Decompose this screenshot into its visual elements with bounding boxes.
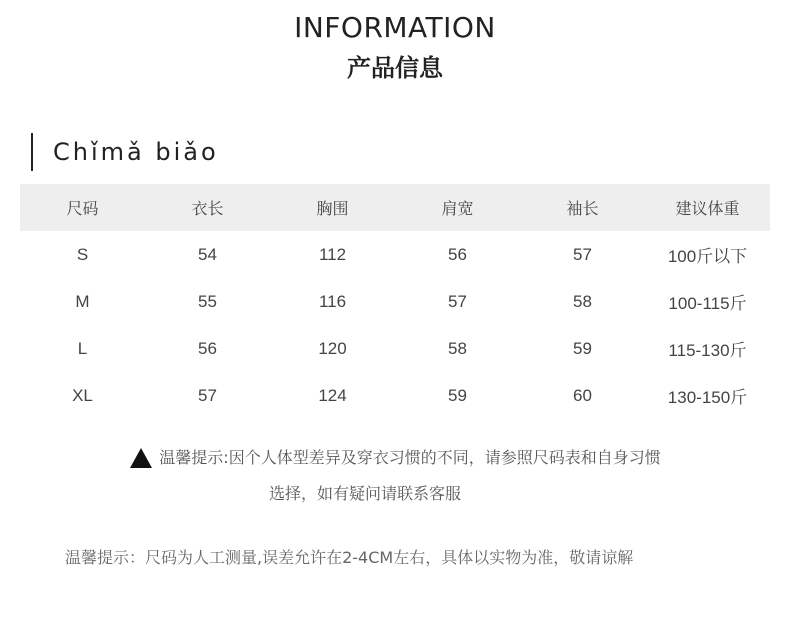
table-cell: L (77, 338, 88, 358)
table-cell: 59 (573, 338, 592, 358)
title-chinese: 产品信息 (347, 54, 443, 82)
table-cell: 112 (318, 244, 347, 264)
notice-text-1: 温馨提示:因个人体型差异及穿衣习惯的不同，请参照尺码表和自身习惯 (159, 448, 661, 467)
measurement-note: 温馨提示：尺码为人工测量,误差允许在2-4CM左右，具体以实物为准，敬请谅解 (65, 548, 634, 567)
table-row (20, 278, 770, 325)
table-cell: 57 (573, 244, 592, 264)
table-row (20, 325, 770, 372)
section-header (31, 133, 219, 171)
table-cell: 59 (448, 385, 467, 405)
size-chart-table (20, 184, 770, 419)
table-cell: 116 (318, 291, 347, 311)
header-length: 衣长 (191, 199, 224, 218)
notice-line-1 (0, 444, 790, 472)
table-row (20, 231, 770, 278)
table-cell: 58 (573, 291, 592, 311)
header-chest: 胸围 (316, 199, 349, 218)
table-cell: 57 (448, 291, 467, 311)
header-sleeve: 袖长 (566, 199, 599, 218)
table-cell: 100斤以下 (667, 247, 748, 266)
notice-text-2: 选择，如有疑问请联系客服 (268, 484, 461, 503)
table-cell: 124 (318, 385, 347, 405)
table-cell: 60 (573, 385, 592, 405)
table-cell: 56 (198, 338, 217, 358)
table-header-row (20, 184, 770, 231)
table-row (20, 372, 770, 419)
table-cell: 55 (198, 291, 217, 311)
table-cell: 100-115斤 (668, 294, 747, 313)
table-cell: 54 (198, 244, 217, 264)
table-cell: 57 (198, 385, 217, 405)
section-accent-bar (31, 133, 33, 171)
title-english: INFORMATION (294, 11, 496, 44)
table-cell: 56 (448, 244, 467, 264)
table-cell: 120 (318, 338, 347, 358)
table-cell: 115-130斤 (668, 341, 747, 360)
table-cell: XL (72, 385, 93, 405)
warning-triangle-icon (129, 447, 153, 469)
header-weight: 建议体重 (675, 199, 740, 218)
header-size: 尺码 (66, 199, 99, 218)
table-cell: S (76, 244, 89, 264)
header-shoulder: 肩宽 (441, 199, 474, 218)
table-cell: 130-150斤 (667, 388, 748, 407)
table-cell: 58 (448, 338, 467, 358)
section-label: Chǐmǎ biǎo (53, 138, 219, 166)
table-cell: M (75, 291, 90, 311)
